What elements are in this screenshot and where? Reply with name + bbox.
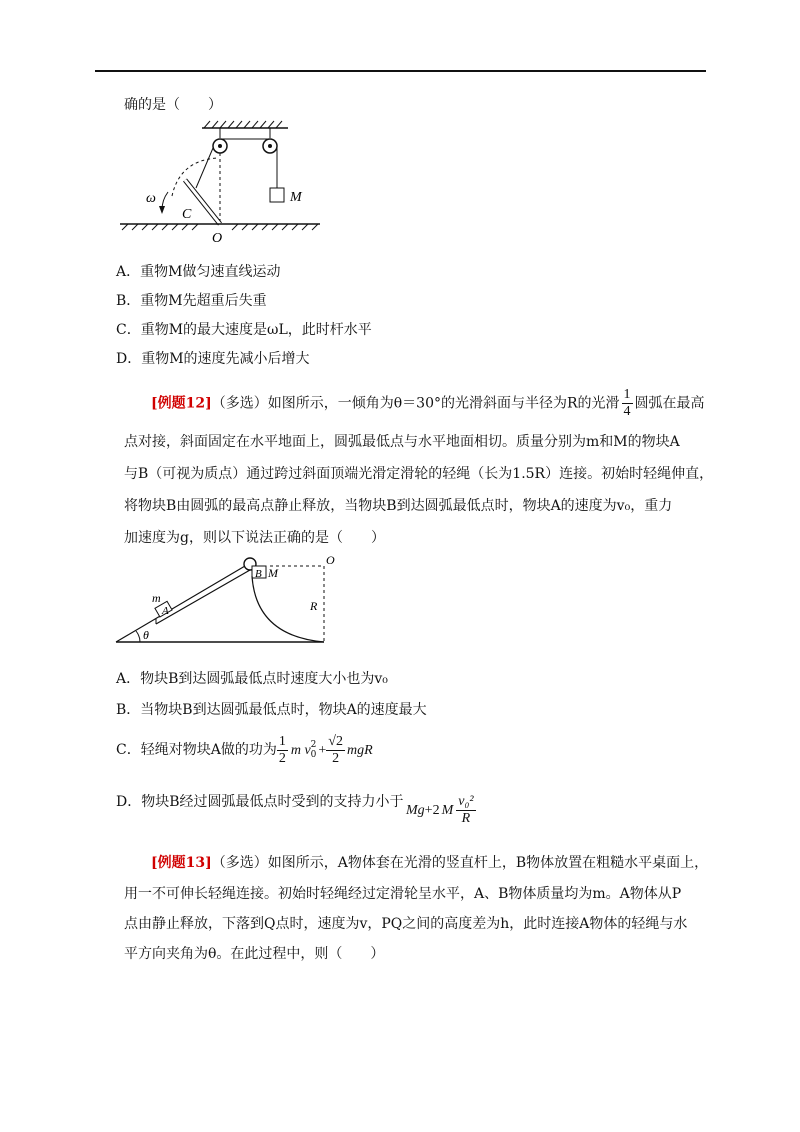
q12-line1-post: 圆弧在最高 xyxy=(634,395,705,412)
q12-option-d-mg: Mg xyxy=(406,803,425,818)
q12-label-m-small: m xyxy=(152,591,161,605)
q11-figure xyxy=(110,118,330,250)
q12-quarter-fraction: $\frac{1}{4}$ xyxy=(623,387,631,419)
q12-first-line xyxy=(151,387,705,420)
q11-option-c: C．重物M的最大速度是ωL，此时杆水平 xyxy=(116,322,372,338)
q12-line1-pre: （多选）如图所示，一倾角为θ＝30°的光滑斜面与半径为R的光滑 xyxy=(211,395,620,412)
q12-line-4: 将物块B由圆弧的最高点静止释放，当物块B到达圆弧最低点时，物块A的速度为v₀，重力 xyxy=(124,498,673,514)
q13-line-1: （多选）如图所示，A物体套在光滑的竖直杆上，B物体放置在粗糙水平桌面上， xyxy=(211,855,709,871)
ground-hatching xyxy=(122,224,318,230)
q12-option-a: A．物块B到达圆弧最低点时速度大小也为v₀ xyxy=(116,671,388,687)
q13-first-line xyxy=(151,853,708,873)
q12-line-5: 加速度为g，则以下说法正确的是（ ） xyxy=(124,530,385,546)
angle-arc xyxy=(136,631,140,642)
q12-label-b: B xyxy=(255,568,262,580)
q12-option-c-frac2: $\frac{√2}{2}$ xyxy=(328,733,343,766)
q12-option-d-frac: $\frac{\text{v₀²}}{R}$ xyxy=(458,793,474,826)
q12-option-c-script: 2 0 xyxy=(310,740,317,760)
q11-label-o: O xyxy=(212,231,223,246)
incline-upper xyxy=(156,570,250,624)
q12-label-theta: θ xyxy=(143,628,149,642)
q13-line-3: 点由静止释放，下落到Q点时，速度为v，PQ之间的高度差为h，此时连接A物体的轻绳与水 xyxy=(124,916,688,932)
q12-option-c-text: C．轻绳对物块A做的功为 xyxy=(116,742,277,758)
q12-option-d-text: D．物块B经过圆弧最低点时受到的支持力小于 xyxy=(116,794,404,810)
q12-option-d-expr xyxy=(406,790,476,830)
q11-option-b: B．重物M先超重后失重 xyxy=(116,293,267,309)
q11-label-m: M xyxy=(290,190,302,205)
q12-option-c-plus: + xyxy=(318,743,327,758)
ceiling-hatching xyxy=(204,121,282,128)
mass-m-block xyxy=(270,188,284,202)
header-rule xyxy=(95,70,706,72)
q11-stem-tail: 确的是（ ） xyxy=(124,97,222,113)
q13-line-2: 用一不可伸长轻绳连接。初始时轻绳经过定滑轮呈水平，A、B物体质量均为m。A物体从P xyxy=(124,886,682,902)
q12-option-c-mgr: mgR xyxy=(346,743,373,758)
q13-tag: [例题13] xyxy=(151,855,212,871)
q12-option-b: B．当物块B到达圆弧最低点时，物块A的速度最大 xyxy=(116,702,427,718)
rope-left xyxy=(196,148,213,188)
q12-option-d-m: M xyxy=(441,803,454,818)
q12-option-c-frac1: $\frac{1}{2}$ xyxy=(278,733,286,766)
q11-label-c: C xyxy=(182,207,192,222)
q11-label-omega: ω xyxy=(146,191,156,206)
q13-line-4: 平方向夹角为θ。在此过程中，则（ ） xyxy=(124,946,385,962)
q12-line-3: 与B（可视为质点）通过跨过斜面顶端光滑定滑轮的轻绳（长为1.5R）连接。初始时轻绳伸直， xyxy=(124,466,714,482)
q11-option-a: A．重物M做匀速直线运动 xyxy=(116,264,281,280)
q12-option-c-mv: m v xyxy=(290,743,311,758)
q12-line-2: 点对接，斜面固定在水平地面上，圆弧最低点与水平地面相切。质量分别为m和M的物块A xyxy=(124,434,680,450)
q12-option-d-plus: +2 xyxy=(424,803,440,818)
q11-option-d: D．重物M的速度先减小后增大 xyxy=(116,351,310,367)
q12-tag: [例题12] xyxy=(151,395,212,412)
q12-label-bigm: M xyxy=(268,566,278,580)
q12-figure xyxy=(110,552,350,648)
q12-option-c xyxy=(116,730,373,770)
q12-label-r: R xyxy=(310,599,318,613)
incline-lower xyxy=(116,566,245,642)
q12-label-o: O xyxy=(326,553,335,567)
q12-label-a: A xyxy=(162,605,169,617)
